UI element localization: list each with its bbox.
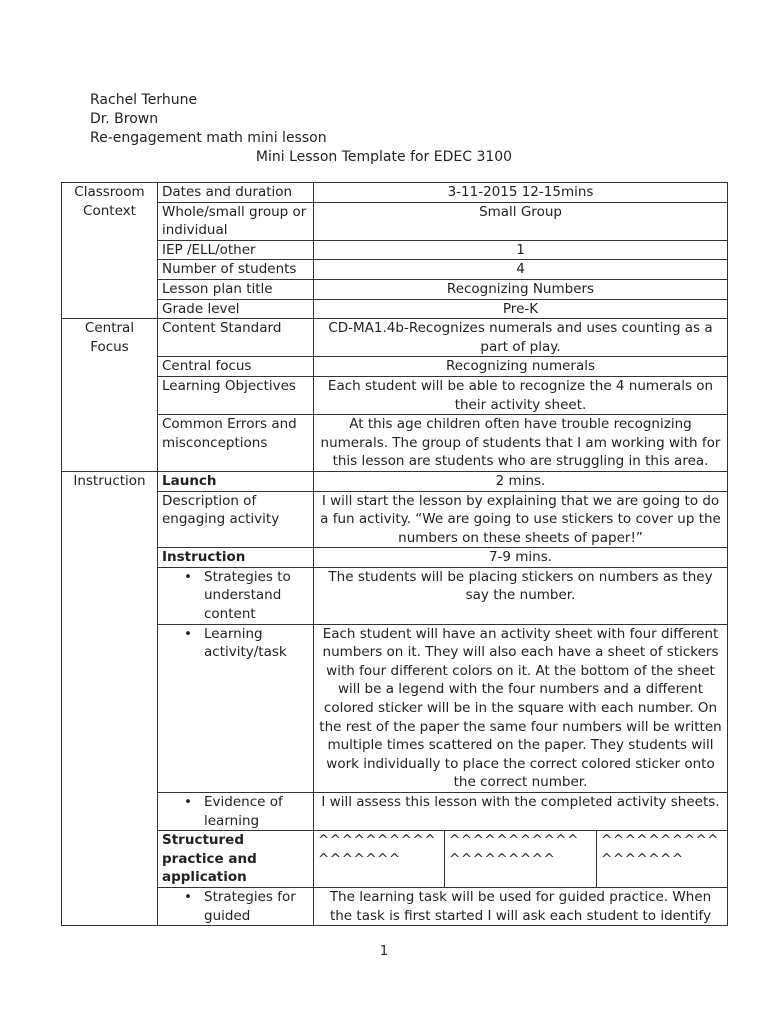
row-value: 2 mins. (314, 471, 728, 491)
table-row (62, 319, 728, 357)
table-row (62, 279, 728, 299)
row-value: I will start the lesson by explaining that we are going to do a fun activity. “We are going to use stickers to cover up the numbers on these sheets of paper!” (314, 491, 728, 548)
row-label: Dates and duration (158, 183, 314, 203)
bullet-item (158, 624, 314, 792)
row-value: 1 (314, 240, 728, 260)
row-value: The learning task will be used for guided practice. When the task is first started I will ask each student to identify (314, 887, 728, 925)
row-label: • Evidence of learning (162, 793, 309, 830)
author-name: Rachel Terhune (90, 92, 198, 108)
row-label: Learning Objectives (158, 376, 314, 414)
table-row (62, 240, 728, 260)
table-row (62, 887, 728, 925)
table-row (62, 415, 728, 472)
row-label: • Strategies for guided (162, 888, 309, 925)
table-row (62, 624, 728, 792)
row-value: 7-9 mins. (314, 548, 728, 568)
table-row (62, 202, 728, 240)
lesson-template-table (61, 182, 728, 926)
section-instruction: Instruction (62, 471, 158, 925)
table-row (62, 183, 728, 203)
table-row (62, 357, 728, 377)
section-central-focus: Central Focus (62, 319, 158, 472)
row-label: • Strategies to understand content (162, 568, 309, 624)
row-value: The students will be placing stickers on numbers as they say the number. (314, 567, 728, 624)
row-label-instruction: Instruction (158, 548, 314, 568)
table-row (62, 376, 728, 414)
row-label: Whole/small group or individual (158, 202, 314, 240)
caret-text: ^^^^^^^^^^ ^^^^^^^ (318, 832, 437, 867)
row-label: Lesson plan title (158, 279, 314, 299)
row-label-structured: Structured practice and application (158, 831, 314, 888)
bullet-item (158, 793, 314, 831)
table-row (62, 299, 728, 319)
page-number: 1 (379, 944, 389, 959)
row-label-launch: Launch (158, 471, 314, 491)
template-title: Mini Lesson Template for EDEC 3100 (255, 149, 513, 165)
table-row (62, 491, 728, 548)
row-value: At this age children often have trouble recognizing numerals. The group of students that I am working with for this lesson are students who are struggling in this area. (314, 415, 728, 472)
row-label: Central focus (158, 357, 314, 377)
section-classroom-context: Classroom Context (62, 183, 158, 319)
row-value: Pre-K (314, 299, 728, 319)
row-label: Description of engaging activity (158, 491, 314, 548)
row-label: • Learning activity/task (162, 625, 309, 662)
row-label: Number of students (158, 260, 314, 280)
row-label: IEP /ELL/other (158, 240, 314, 260)
row-value: Small Group (314, 202, 728, 240)
row-value: CD-MA1.4b-Recognizes numerals and uses counting as a part of play. (314, 319, 728, 357)
row-value: I will assess this lesson with the completed activity sheets. (314, 793, 728, 831)
row-value: Recognizing Numbers (314, 279, 728, 299)
instructor-name: Dr. Brown (90, 111, 159, 127)
assignment-title: Re-engagement math mini lesson (90, 130, 327, 146)
row-label: Grade level (158, 299, 314, 319)
caret-cell (445, 831, 597, 888)
row-value: Recognizing numerals (314, 357, 728, 377)
bullet-item (158, 567, 314, 624)
table-row (62, 567, 728, 624)
table-row (62, 260, 728, 280)
row-value: Each student will have an activity sheet with four different numbers on it. They will also each have a sheet of stickers with four different colors on it. At the bottom of the sheet will be a legend with the four numbers and a different colored sticker will be in the square with each number. On the rest of the paper the same four numbers will be written multiple times scattered on the paper. They students will work individually to place the correct colored sticker onto the correct number. (314, 624, 728, 792)
caret-cell (314, 831, 445, 888)
table-row (62, 831, 728, 888)
bullet-item (158, 887, 314, 925)
table-row (62, 548, 728, 568)
table-row (62, 793, 728, 831)
caret-cell (597, 831, 728, 888)
caret-text: ^^^^^^^^^^ ^^^^^^^ (601, 832, 720, 867)
row-value: Each student will be able to recognize the 4 numerals on their activity sheet. (314, 376, 728, 414)
row-label: Content Standard (158, 319, 314, 357)
row-value: 3-11-2015 12-15mins (314, 183, 728, 203)
row-label: Common Errors and misconceptions (158, 415, 314, 472)
table-row (62, 471, 728, 491)
row-value: 4 (314, 260, 728, 280)
caret-text: ^^^^^^^^^^^ ^^^^^^^^^ (449, 832, 579, 867)
